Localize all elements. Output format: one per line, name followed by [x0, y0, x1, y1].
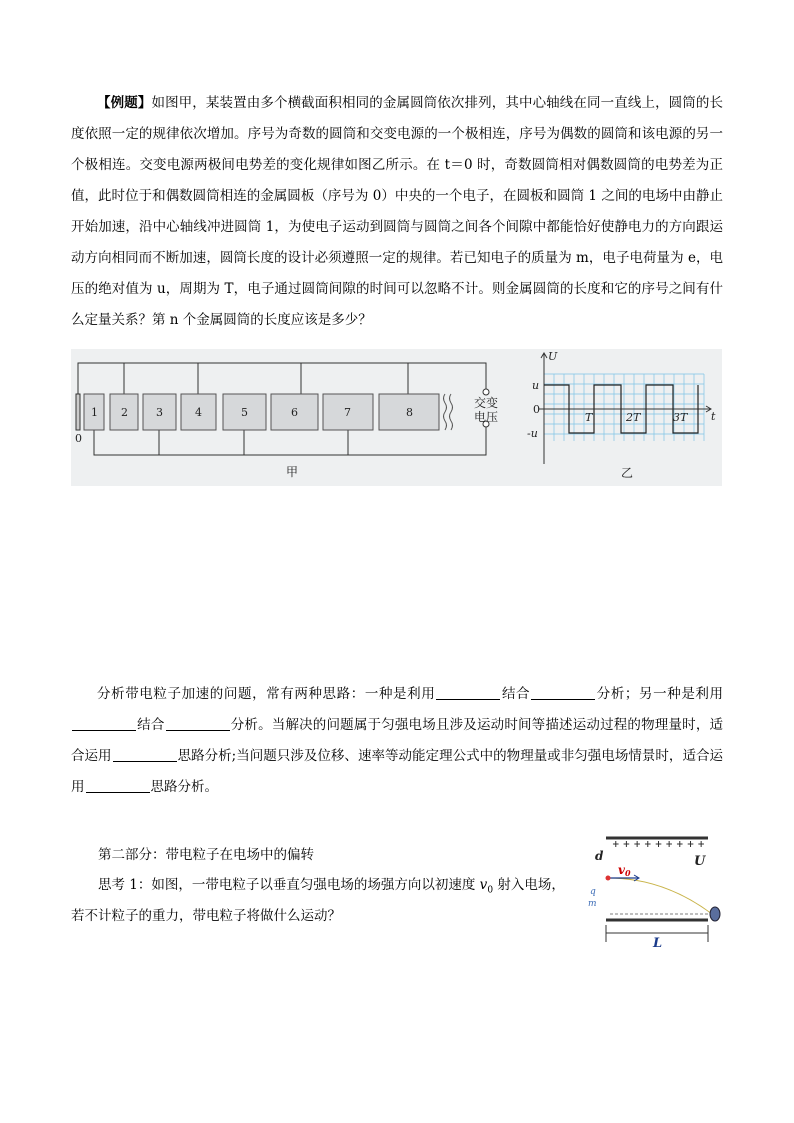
label-neg-u: -u: [527, 427, 538, 440]
analysis-s5: 分析。当解决的问题属于匀强电场且涉及运动时间等描述运动过程的物理量时，适合运用: [71, 717, 724, 764]
axis-x-label: t: [711, 410, 716, 423]
analysis-s2: 结合: [501, 686, 531, 702]
plate-label: 0: [75, 432, 82, 445]
tick-3T: 3T: [673, 411, 688, 424]
label-U: U: [694, 854, 706, 869]
label-v0-sub: 0: [625, 868, 631, 878]
deflection-figure: [584, 832, 724, 950]
cyl-label-3: 3: [156, 406, 163, 419]
analysis-s6: 思路分析;当问题只涉及位移、速率等动能定理公式中的物理量或非匀强电场情景时，适合运用: [71, 748, 723, 795]
blank-2[interactable]: [531, 686, 595, 700]
think1-a: 思考 1：如图，一带电粒子以垂直匀强电场的场强方向以初速度: [98, 877, 480, 893]
voltage-graph: [527, 350, 716, 480]
axis-y-label: U: [548, 350, 558, 363]
plate-0: [76, 394, 80, 430]
analysis-s7: 思路分析。: [150, 779, 218, 795]
analysis-s4: 结合: [137, 717, 165, 733]
think1-v: v: [479, 877, 488, 893]
deflection-svg: [584, 832, 724, 950]
cyl-label-2: 2: [121, 406, 128, 419]
think1-b: 射入电场，: [493, 877, 565, 893]
analysis-paragraph: [71, 679, 723, 803]
blank-3[interactable]: [72, 717, 136, 731]
label-v0: v: [618, 863, 625, 877]
analysis-s3: 分析；另一种是利用: [596, 686, 724, 702]
blank-1[interactable]: [436, 686, 500, 700]
label-L: L: [653, 936, 663, 950]
label-u: u: [532, 379, 540, 392]
blank-5[interactable]: [113, 748, 177, 762]
example-tag: 【例题】: [97, 95, 152, 111]
source-label-1: 交变: [474, 396, 499, 410]
source-label-2: 电压: [474, 410, 499, 424]
think1-sub: 0: [487, 885, 494, 896]
cyl-label-7: 7: [344, 406, 351, 419]
caption-jia: 甲: [286, 465, 299, 479]
label-q: q: [590, 887, 596, 897]
figure-svg: [71, 349, 722, 486]
label-zero: 0: [533, 403, 540, 416]
blank-4[interactable]: [166, 717, 230, 731]
part2-title: 第二部分：带电粒子在电场中的偏转: [98, 847, 314, 863]
blank-6[interactable]: [86, 779, 150, 793]
example-paragraph: [71, 88, 723, 336]
think1-line1: [98, 873, 565, 896]
think1-line2: 若不计粒子的重力，带电粒子将做什么运动？: [71, 908, 341, 924]
cyl-label-4: 4: [195, 406, 202, 419]
cyl-label-5: 5: [241, 406, 248, 419]
caption-yi: 乙: [621, 466, 634, 480]
label-d: d: [595, 849, 604, 863]
tick-2T: 2T: [626, 411, 641, 424]
cyl-label-6: 6: [291, 406, 298, 419]
plus-row: + + + + + + + + +: [612, 840, 705, 850]
figure-panel: [71, 349, 722, 486]
cyl-label-8: 8: [406, 406, 413, 419]
cyl-label-1: 1: [91, 406, 98, 419]
analysis-s1: 分析带电粒子加速的问题，常有两种思路：一种是利用: [97, 686, 436, 702]
tick-T: T: [585, 411, 593, 424]
example-text: 如图甲，某装置由多个横截面积相同的金属圆筒依次排列，其中心轴线在同一直线上，圆筒的长度依照一定的规律依次增加。序号为奇数的圆筒和交变电源的一个极相连，序号为偶数的圆筒和该电源的另一个极相连。交变电源两极间电势差的变化规律如图乙所示。在 t＝0 时，奇数圆筒相对偶数圆筒的电势差为正值，此时位于和偶数圆筒相连的金属圆板（序号为 0）中央的一个电子，在圆板和圆筒 1 之间的电场中由静止开始加速，沿中心轴线冲进圆筒 1，为使电子运动到圆筒与圆筒之间各个间隙中都能恰好使静电力的方向跟运动方向相同而不断加速，圆筒长度的设计必须遵照一定的规律。若已知电子的质量为 m，电子电荷量为 e，电压的绝对值为 u，周期为 T，电子通过圆筒间隙的时间可以忽略不计。则金属圆筒的长度和它的序号之间有什么定量关系？第 n 个金属圆筒的长度应该是多少？: [71, 95, 724, 328]
label-m: m: [588, 899, 597, 909]
